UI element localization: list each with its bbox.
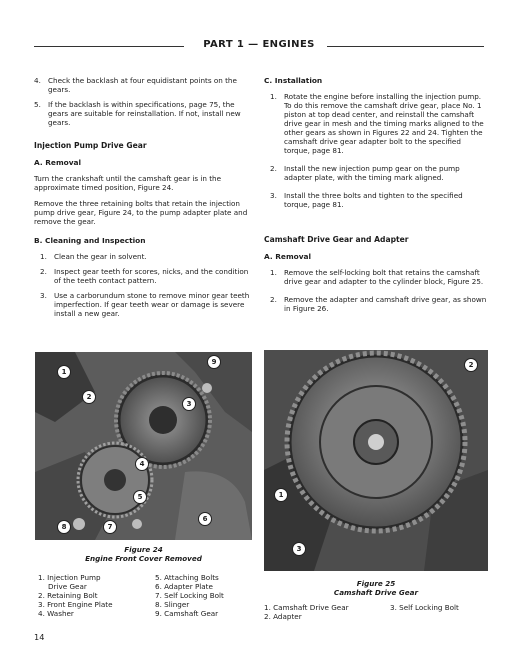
list-item — [270, 295, 489, 313]
legend-item: Drive Gear — [48, 582, 87, 591]
figure-number: Figure 25 — [356, 579, 396, 588]
backlash-steps — [34, 76, 252, 127]
legend-column — [264, 603, 374, 621]
callout-7: 7 — [103, 520, 117, 534]
bolt-head — [132, 519, 142, 529]
legend-item: 4. Washer — [38, 609, 74, 618]
list-item — [40, 252, 252, 261]
camshaft-drive-gear-illustration — [264, 350, 488, 571]
subsection-title: A. Removal — [34, 158, 82, 167]
legend-item: 3. Self Locking Bolt — [390, 603, 459, 612]
step-number: 4. — [34, 76, 41, 85]
figure-24-photo — [35, 352, 252, 540]
legend-item: 3. Front Engine Plate — [38, 600, 113, 609]
cleaning-steps — [40, 252, 252, 318]
list-item — [270, 92, 489, 155]
step-number: 1. — [40, 252, 47, 261]
step-number: 1. — [270, 92, 277, 101]
callout-2: 2 — [464, 358, 478, 372]
step-number: 5. — [34, 100, 41, 109]
callout-1: 1 — [274, 488, 288, 502]
step-number: 3. — [40, 291, 47, 300]
page-header — [34, 40, 484, 52]
callout-3: 3 — [182, 397, 196, 411]
subsection-title: A. Removal — [264, 252, 312, 261]
callout-6: 6 — [198, 512, 212, 526]
paragraph: Turn the crankshaft until the camshaft gear is in the approximate timed position, Figure 24. — [34, 174, 221, 192]
figure-number: Figure 24 — [124, 545, 163, 554]
legend-item: 1. Injection Pump — [38, 573, 101, 582]
legend-item: 9. Camshaft Gear — [155, 609, 219, 618]
callout-5: 5 — [133, 490, 147, 504]
legend-item: 5. Attaching Bolts — [155, 573, 219, 582]
right-column — [264, 76, 489, 322]
list-item — [40, 291, 252, 318]
callout-8: 8 — [57, 520, 71, 534]
figure-title: Camshaft Drive Gear — [333, 588, 419, 597]
step-number: 2. — [40, 267, 47, 276]
legend-item: 2. Retaining Bolt — [38, 591, 98, 600]
subsection-title: B. Cleaning and Inspection — [34, 236, 146, 245]
self-locking-bolt-head — [368, 434, 384, 450]
injection-gear-hub — [104, 469, 126, 491]
list-item — [34, 76, 252, 94]
subsection-title: C. Installation — [264, 76, 323, 85]
callout-3: 3 — [292, 542, 306, 556]
header-rule-right — [327, 46, 484, 47]
bolt-head — [73, 518, 85, 530]
list-item — [34, 100, 252, 127]
callout-4: 4 — [135, 457, 149, 471]
page-number: 14 — [34, 632, 45, 642]
step-text: Use a carborundum stone to remove minor gear teeth imperfection. If gear teeth wear or damage is severe install a new gear. — [54, 291, 250, 318]
legend-item: 2. Adapter — [264, 612, 302, 621]
legend-item: 6. Adapter Plate — [155, 582, 213, 591]
callout-9: 9 — [207, 355, 221, 369]
bolt-head — [202, 383, 212, 393]
step-text: Remove the self-locking bolt that retains the camshaft drive gear and adapter to the cylinder block, Figure 25. — [284, 268, 484, 286]
step-text: Inspect gear teeth for scores, nicks, and the condition of the teeth contact pattern. — [54, 267, 249, 285]
step-text: Check the backlash at four equidistant points on the gears. — [48, 76, 237, 94]
step-number: 2. — [270, 164, 277, 173]
legend-item: 8. Slinger — [155, 600, 190, 609]
list-item — [270, 268, 489, 286]
step-text: Rotate the engine before installing the injection pump. To do this remove the camshaft drive gear, place No. 1 piston at top dead center, and reinstall the camshaft drive gear in mesh and the timing marks aligned to the other gears as shown in Figures 22 and 24. Tighten the camshaft drive gear adapter bolt to the specified torque, page 81. — [284, 92, 484, 155]
figure-24-caption — [35, 545, 252, 563]
figure-25-photo — [264, 350, 488, 571]
step-text: Install the new injection pump gear on the pump adapter plate, with the timing mark aligned. — [284, 164, 460, 182]
legend-item: 7. Self Locking Bolt — [155, 591, 224, 600]
header-title: PART 1 — ENGINES — [203, 39, 315, 50]
step-number: 3. — [270, 191, 277, 200]
legend-column — [38, 573, 143, 618]
section-title: Injection Pump Drive Gear — [34, 141, 147, 150]
callout-1: 1 — [57, 365, 71, 379]
left-column — [34, 76, 252, 324]
figure-25-caption — [264, 579, 488, 597]
step-number: 1. — [270, 268, 277, 277]
list-item — [270, 191, 489, 209]
step-text: Install the three bolts and tighten to the specified torque, page 81. — [284, 191, 463, 209]
figure-title: Engine Front Cover Removed — [85, 554, 202, 563]
list-item — [270, 164, 489, 182]
legend-column — [390, 603, 488, 612]
step-text: Remove the adapter and camshaft drive gear, as shown in Figure 26. — [284, 295, 487, 313]
step-number: 2. — [270, 295, 277, 304]
step-text: Clean the gear in solvent. — [54, 252, 147, 261]
section-title: Camshaft Drive Gear and Adapter — [264, 235, 409, 244]
paragraph: Remove the three retaining bolts that retain the injection pump drive gear, Figure 24, to the pump adapter plate and remove the gear. — [34, 199, 248, 226]
step-text: If the backlash is within specifications, page 75, the gears are suitable for reinstallation. If not, install new gears. — [48, 100, 241, 127]
camshaft-removal-steps — [270, 268, 489, 313]
engine-front-cover-illustration — [35, 352, 252, 540]
callout-2: 2 — [82, 390, 96, 404]
legend-column — [155, 573, 255, 618]
legend-item: 1. Camshaft Drive Gear — [264, 603, 349, 612]
camshaft-gear-hub — [149, 406, 177, 434]
installation-steps — [270, 92, 489, 209]
list-item — [40, 267, 252, 285]
